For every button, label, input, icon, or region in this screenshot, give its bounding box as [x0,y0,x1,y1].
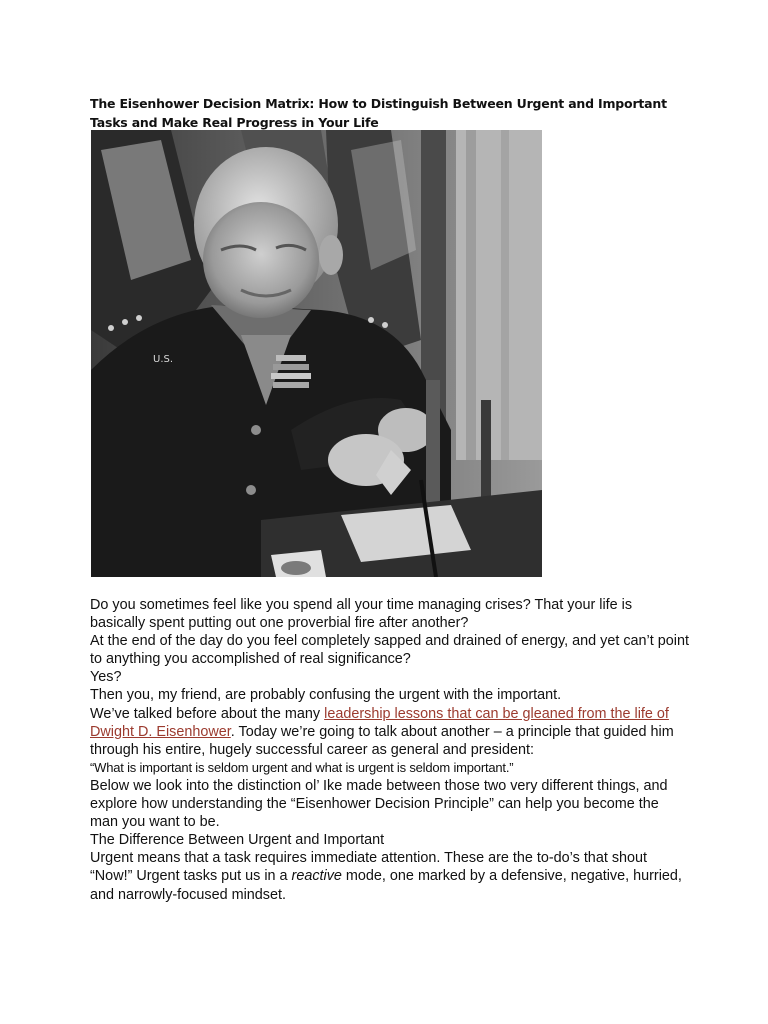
eisenhower-lessons-link[interactable]: leadership lessons that can be gleaned from the life of Dwight D. Eisenhower [90,705,669,740]
paragraph-7-lead: Urgent means that a task requires immediate attention. These are the to-do’s that shout “Now!” Urgent tasks put us in a [90,850,648,885]
eisenhower-photo-image [91,130,542,577]
paragraph-6: Below we look into the distinction ol’ Ike made between those two very different things, and explore how understanding the “Eisenhower Decision Principle” can help you become the man you want to be. [90,777,668,831]
section-heading: The Difference Between Urgent and Important [90,832,385,849]
paragraph-4: Then you, my friend, are probably confusing the urgent with the important. [90,687,562,704]
eisenhower-photo [91,130,542,577]
paragraph-5-tail: . Today we’re going to talk about another – a principle that guided him through his entire, hugely successful career as general and president: [90,723,674,758]
paragraph-3: Yes? [90,669,122,686]
paragraph-1: Do you sometimes feel like you spend all your time managing crises? That your life is basically spent putting out one proverbial fire after another? [90,597,633,632]
paragraph-5 [90,705,690,759]
paragraph-7-tail: mode, one marked by a defensive, negative, hurried, and narrowly-focused mindset. [90,868,682,903]
paragraph-7-emphasis: reactive [291,868,342,885]
paragraph-5-lead: We’ve talked before about the many [90,705,325,722]
paragraph-7 [90,849,690,903]
paragraph-2: At the end of the day do you feel completely sapped and drained of energy, and yet can’t point to anything you accomplished of real significance? [90,633,689,668]
collar-insignia: U.S. [153,354,174,365]
document-title: The Eisenhower Decision Matrix: How to Distinguish Between Urgent and Important Tasks and Make Real Progress in Your Life [90,96,667,130]
eisenhower-quote: “What is important is seldom urgent and what is urgent is seldom important.” [90,759,514,775]
article-body [90,596,690,904]
